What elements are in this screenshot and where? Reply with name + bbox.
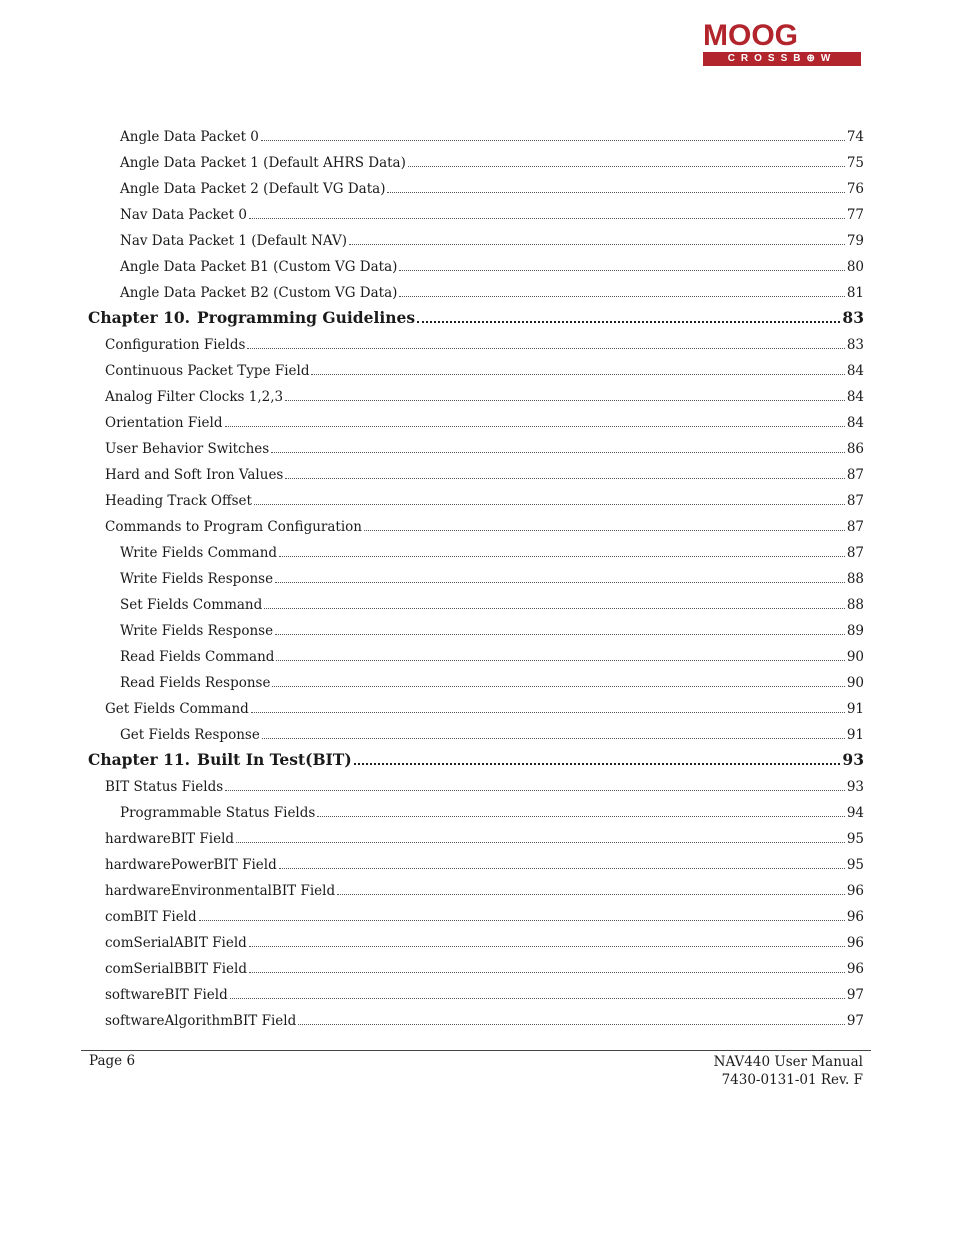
toc-entry-label: hardwareBIT Field [105,831,235,847]
toc-entry[interactable] [88,125,864,145]
toc-entry-label: Hard and Soft Iron Values [105,467,284,483]
toc-leader-dots [285,478,844,479]
toc-leader-dots [311,374,844,375]
toc-leader-dots [249,972,845,973]
toc-entry-label: comBIT Field [105,909,197,925]
toc-entry[interactable] [88,281,864,301]
toc-leader-dots [254,504,845,505]
toc-entry-label: Angle Data Packet 0 [120,129,259,145]
toc-entry-label: Programmable Status Fields [120,805,316,821]
toc-page-number: 83 [846,337,864,353]
toc-page-number: 86 [846,441,864,457]
toc-page-number: 84 [846,389,864,405]
toc-entry[interactable] [88,1009,864,1029]
logo-tagline: CROSSB⊕W [703,52,861,66]
toc-entry-label: softwareBIT Field [105,987,228,1003]
toc-entry[interactable] [88,645,864,665]
toc-entry-label: Angle Data Packet B2 (Custom VG Data) [120,285,398,301]
toc-entry[interactable] [88,801,864,821]
toc-page-number: 97 [846,987,864,1003]
toc-leader-dots [230,998,845,999]
toc-entry-label: Read Fields Command [120,649,275,665]
toc-entry-label: Commands to Program Configuration [105,519,362,535]
footer-divider [81,1050,871,1051]
toc-page-number: 87 [846,493,864,509]
toc-leader-dots [271,452,845,453]
toc-page-number: 74 [846,129,864,145]
toc-leader-dots [285,400,845,401]
toc-leader-dots [272,686,844,687]
toc-page-number: 79 [846,233,864,249]
toc-leader-dots [236,842,845,843]
toc-leader-dots [399,270,844,271]
toc-leader-dots [354,763,841,765]
toc-leader-dots [364,530,845,531]
toc-entry-label [88,308,415,327]
toc-leader-dots [249,946,845,947]
toc-leader-dots [225,790,845,791]
toc-entry[interactable] [88,515,864,535]
toc-entry[interactable] [88,541,864,561]
toc-leader-dots [249,218,845,219]
toc-page-number: 83 [842,308,864,327]
toc-chapter-entry[interactable] [88,749,864,769]
toc-entry-label: Nav Data Packet 0 [120,207,247,223]
toc-entry-label [88,750,352,769]
toc-entry-label: Configuration Fields [105,337,246,353]
toc-page-number: 84 [846,363,864,379]
toc-entry-label: Write Fields Response [120,571,274,587]
toc-leader-dots [276,660,844,661]
footer-page-number: Page 6 [89,1053,136,1069]
toc-entry[interactable] [88,411,864,431]
toc-entry[interactable] [88,463,864,483]
toc-entry[interactable] [88,489,864,509]
toc-entry[interactable] [88,853,864,873]
toc-entry[interactable] [88,593,864,613]
toc-leader-dots [275,634,845,635]
logo-word: MOOG [703,19,798,52]
toc-page-number: 84 [846,415,864,431]
toc-leader-dots [417,321,840,323]
toc-page-number: 94 [846,805,864,821]
toc-leader-dots [298,1024,845,1025]
toc-page-number: 91 [846,701,864,717]
moog-crossbow-logo [703,19,861,68]
toc-page-number: 87 [846,467,864,483]
toc-entry-label: Write Fields Response [120,623,274,639]
toc-entry-label: hardwareEnvironmentalBIT Field [105,883,336,899]
toc-entry[interactable] [88,567,864,587]
toc-leader-dots [317,816,844,817]
toc-page-number: 93 [846,779,864,795]
toc-leader-dots [225,426,845,427]
toc-entry[interactable] [88,385,864,405]
toc-chapter-title: Built In Test(BIT) [197,750,352,769]
toc-page-number: 76 [846,181,864,197]
toc-leader-dots [337,894,845,895]
toc-leader-dots [251,712,845,713]
toc-page-number: 88 [846,571,864,587]
footer-manual-title: NAV440 User Manual [713,1054,863,1070]
toc-entry[interactable] [88,619,864,639]
toc-entry[interactable] [88,697,864,717]
footer-document-info [714,1053,863,1089]
footer-doc-number: 7430-0131-01 Rev. F [721,1072,863,1088]
toc-leader-dots [408,166,845,167]
toc-entry[interactable] [88,437,864,457]
toc-entry-label: Angle Data Packet 2 (Default VG Data) [120,181,386,197]
toc-entry-label: User Behavior Switches [105,441,270,457]
toc-entry[interactable] [88,983,864,1003]
toc-leader-dots [262,738,845,739]
toc-entry-label: Nav Data Packet 1 (Default NAV) [120,233,348,249]
toc-entry-label: Angle Data Packet 1 (Default AHRS Data) [120,155,406,171]
toc-page-number: 95 [846,831,864,847]
toc-entry[interactable] [88,671,864,691]
toc-entry[interactable] [88,827,864,847]
toc-leader-dots [261,140,845,141]
toc-entry-label: Continuous Packet Type Field [105,363,310,379]
toc-page-number: 91 [846,727,864,743]
toc-entry-label: Orientation Field [105,415,223,431]
toc-entry[interactable] [88,905,864,925]
toc-entry[interactable] [88,359,864,379]
toc-entry[interactable] [88,255,864,275]
toc-chapter-title: Programming Guidelines [197,308,416,327]
toc-entry-label: Analog Filter Clocks 1,2,3 [105,389,284,405]
toc-entry-label: comSerialABIT Field [105,935,247,951]
toc-page-number: 96 [846,935,864,951]
toc-entry[interactable] [88,177,864,197]
toc-entry-label: Write Fields Command [120,545,278,561]
toc-entry[interactable] [88,333,864,353]
toc-leader-dots [279,868,845,869]
toc-entry-label: comSerialBBIT Field [105,961,247,977]
toc-leader-dots [199,920,845,921]
toc-entry-label: BIT Status Fields [105,779,224,795]
toc-entry[interactable] [88,931,864,951]
toc-leader-dots [399,296,844,297]
toc-page-number: 81 [846,285,864,301]
toc-page-number: 93 [842,750,864,769]
toc-entry[interactable] [88,775,864,795]
toc-entry-label: Angle Data Packet B1 (Custom VG Data) [120,259,398,275]
toc-page-number: 97 [846,1013,864,1029]
toc-entry-label: hardwarePowerBIT Field [105,857,277,873]
toc-entry[interactable] [88,151,864,171]
toc-page-number: 95 [846,857,864,873]
toc-leader-dots [279,556,845,557]
toc-entry[interactable] [88,879,864,899]
toc-page-number: 75 [846,155,864,171]
toc-leader-dots [349,244,845,245]
toc-leader-dots [275,582,845,583]
toc-page-number: 96 [846,961,864,977]
toc-entry[interactable] [88,203,864,223]
toc-entry-label: Set Fields Command [120,597,263,613]
toc-entry-label: Get Fields Response [120,727,260,743]
toc-entry-label: Heading Track Offset [105,493,252,509]
toc-page-number: 89 [846,623,864,639]
toc-leader-dots [247,348,844,349]
toc-entry[interactable] [88,229,864,249]
toc-leader-dots [264,608,845,609]
toc-page-number: 96 [846,883,864,899]
toc-chapter-number: Chapter 10. [88,308,191,327]
toc-page-number: 87 [846,519,864,535]
toc-entry[interactable] [88,957,864,977]
toc-entry-label: softwareAlgorithmBIT Field [105,1013,297,1029]
toc-page-number: 88 [846,597,864,613]
toc-chapter-number: Chapter 11. [88,750,191,769]
toc-entry-label: Get Fields Command [105,701,249,717]
toc-chapter-entry[interactable] [88,307,864,327]
toc-page-number: 80 [846,259,864,275]
toc-page-number: 87 [846,545,864,561]
toc-page-number: 90 [846,675,864,691]
toc-page-number: 77 [846,207,864,223]
toc-leader-dots [387,192,844,193]
toc-page-number: 90 [846,649,864,665]
toc-page-number: 96 [846,909,864,925]
toc-entry[interactable] [88,723,864,743]
toc-entry-label: Read Fields Response [120,675,271,691]
